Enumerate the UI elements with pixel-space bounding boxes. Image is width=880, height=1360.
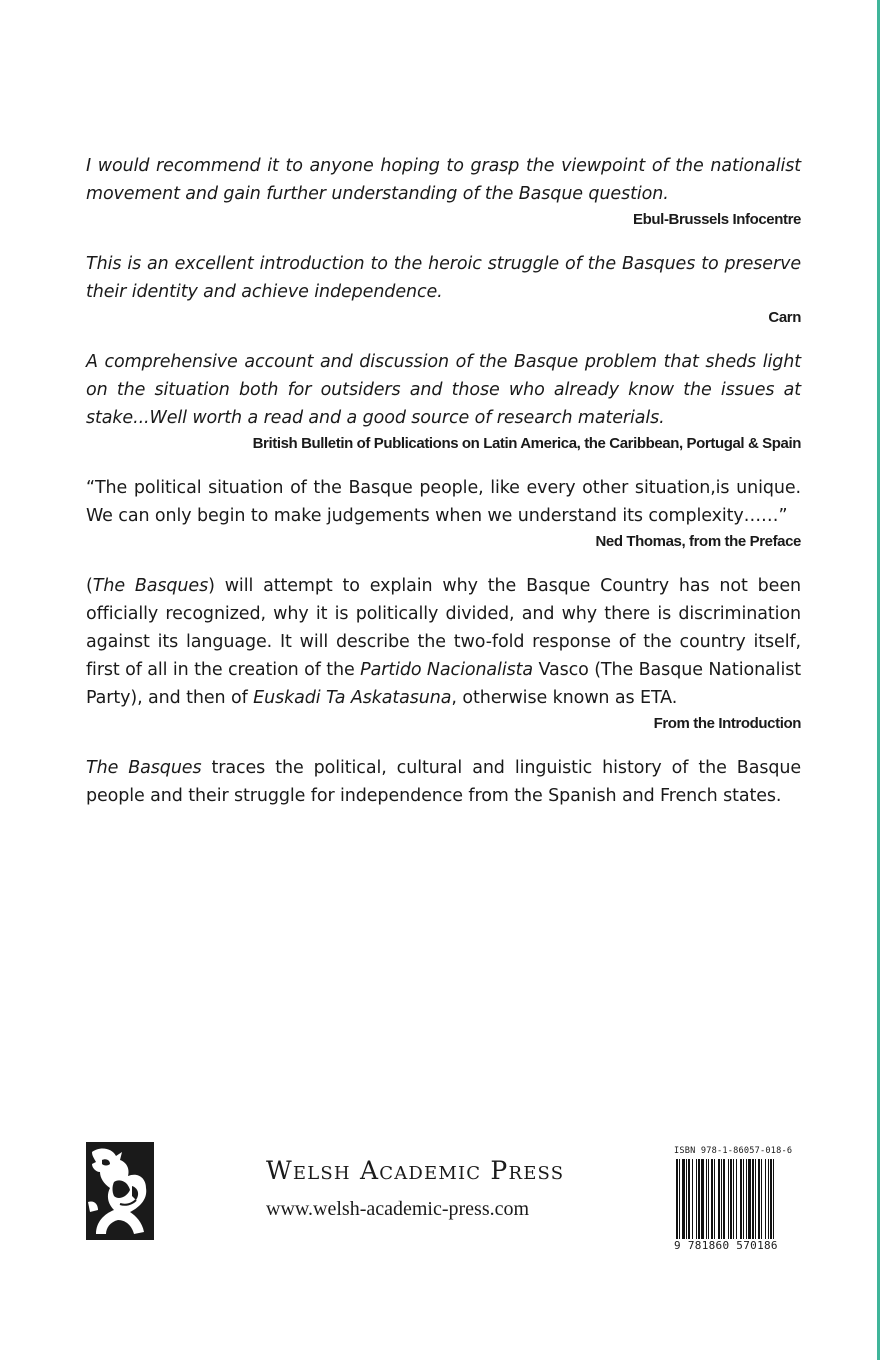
isbn-barcode bbox=[674, 1146, 804, 1252]
introduction-source: From the Introduction bbox=[653, 715, 801, 732]
intro-text-part1: ) will attempt to explain why the Basque Country has not been officially recognized, why it is politically divided, and why there is discrimination against its language. It will describe the two-fold response of the country itself, first of all in the creation of the bbox=[86, 576, 801, 680]
intro-text-part3: , otherwise known as ETA. bbox=[451, 688, 678, 708]
publisher-block bbox=[266, 1154, 564, 1222]
preface-quote: “The political situation of the Basque people, like every other situation,is unique. We can only begin to make judgements when we understand its complexity……” bbox=[86, 478, 801, 526]
publisher-name: Welsh Academic Press bbox=[266, 1156, 565, 1185]
publisher-url[interactable]: www.welsh-academic-press.com bbox=[266, 1198, 530, 1220]
review-quote-2: This is an excellent introduction to the heroic struggle of the Basques to preserve their identity and achieve independence. bbox=[86, 254, 801, 302]
barcode-bars bbox=[674, 1159, 804, 1239]
intro-text-part2: Vasco (The Basque Nationalist Party), and then of bbox=[86, 660, 801, 708]
review-source-3: British Bulletin of Publications on Latin America, the Caribbean, Portugal & Spain bbox=[252, 435, 801, 452]
review-source-2: Carn bbox=[768, 309, 801, 326]
intro-party-name: Partido Nacionalista bbox=[360, 660, 533, 680]
summary-book-title: The Basques bbox=[86, 758, 202, 778]
review-quote-3: A comprehensive account and discussion of the Basque problem that sheds light on the situation both for outsiders and those who already know the issues at stake...Well worth a read and a good source of research materials. bbox=[86, 352, 801, 428]
publisher-dragon-logo-icon bbox=[86, 1142, 154, 1240]
ean-digits: 9 781860 570186 bbox=[674, 1239, 778, 1252]
review-source-1: Ebul-Brussels Infocentre bbox=[633, 211, 801, 228]
review-quote-1: I would recommend it to anyone hoping to grasp the viewpoint of the nationalist movement and gain further understanding of the Basque question. bbox=[86, 156, 801, 204]
preface-source: Ned Thomas, from the Preface bbox=[595, 533, 801, 550]
introduction-excerpt: (The Basques) will attempt to explain why the Basque Country has not been officially recognized, why it is politically divided, and why there is discrimination against its language. It will describe the two-fold response of the country itself, first of all in the creation of the Partido Nacionalista Vasco (The Basque Nationalist Party), and then of Euskadi Ta Askatasuna, otherwise known as ETA. bbox=[86, 576, 801, 708]
intro-book-title: The Basques bbox=[92, 576, 209, 596]
book-summary bbox=[86, 754, 801, 810]
isbn-label: ISBN 978-1-86057-018-6 bbox=[674, 1146, 793, 1156]
summary-text: traces the political, cultural and linguistic history of the Basque people and their struggle for independence from the Spanish and French states. bbox=[86, 758, 801, 806]
intro-eta-name: Euskadi Ta Askatasuna bbox=[253, 688, 452, 708]
back-cover-text bbox=[86, 152, 801, 810]
